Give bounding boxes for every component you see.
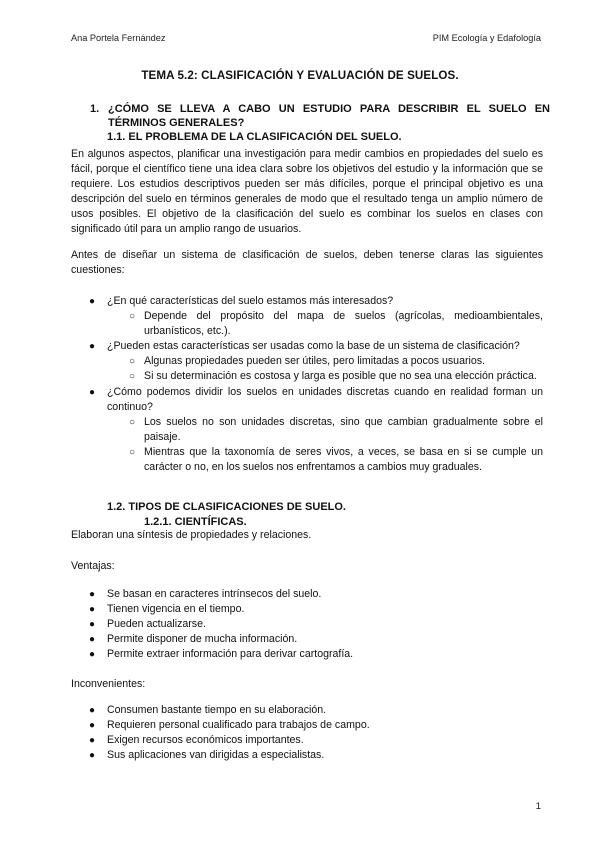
sub-bullet-icon: ○ [129,371,136,383]
bullet-icon: ● [89,649,96,661]
paragraph-intro: En algunos aspectos, planificar una investigación para medir cambios en propiedades del suelo es fácil, porque el científico tiene una idea clara sobre los objetivos del estudio y la información que se requiere. Los estudios descriptivos pueden ser más difíciles, porque el principal objetivo es una descripción del suelo en términos generales de modo que el resultado tenga un amplio número de usos posibles. El objetivo de la clasificación del suelo es combinar los suelos en clases con significado útil para un amplio rango de usuarios. [71,148,543,236]
bullet-icon: ● [89,296,96,307]
bullet-icon: ● [89,720,96,732]
answer-text: Algunas propiedades pueden ser útiles, pero limitadas a pocos usuarios. [144,355,485,368]
bullet-icon: ● [89,386,96,398]
disadvantages-list [71,703,543,763]
sub-bullet-icon: ○ [129,416,136,428]
bullet-icon: ● [89,705,96,716]
list-item [71,339,543,384]
answers-list [107,354,543,384]
bullet-icon: ● [89,589,96,600]
list-item [71,294,543,339]
paragraph-scientific-intro: Elaboran una síntesis de propiedades y relaciones. [71,529,312,541]
list-item [71,748,543,763]
advantage-text: Pueden actualizarse. [107,618,206,631]
question-text: ¿Cómo podemos dividir los suelos en unidades discretas cuando en realidad forman un continuo? [107,385,543,413]
disadvantage-text: Exigen recursos económicos importantes. [107,734,304,747]
subsection-1-1-heading: 1.1. EL PROBLEMA DE LA CLASIFICACIÓN DEL SUELO. [107,131,402,143]
header-course: PIM Ecología y Edafología [432,33,541,43]
list-item [107,445,543,475]
question-text: ¿Pueden estas características ser usadas como la base de un sistema de clasificación? [107,340,520,353]
list-item [71,718,543,733]
questions-list [71,294,543,475]
bullet-icon: ● [89,735,96,747]
bullet-icon: ● [89,619,96,631]
list-item [107,415,543,445]
section-1-heading-text: ¿CÓMO SE LLEVA A CABO UN ESTUDIO PARA DESCRIBIR EL SUELO EN TÉRMINOS GENERALES? [108,103,550,129]
sub-bullet-icon: ○ [129,311,136,323]
sub-bullet-icon: ○ [129,446,136,458]
bullet-icon: ● [89,634,96,646]
advantage-text: Permite extraer información para derivar cartografía. [107,648,354,661]
advantages-label: Ventajas: [71,560,115,572]
disadvantage-text: Consumen bastante tiempo en su elaboración. [107,704,327,716]
page-number: 1 [535,801,541,812]
question-text: ¿En qué características del suelo estamos más interesados? [107,295,394,307]
disadvantage-text: Sus aplicaciones van dirigidas a especialistas. [107,749,325,762]
advantage-text: Se basan en caracteres intrínsecos del suelo. [107,588,322,600]
answer-text: Depende del propósito del mapa de suelos (agrícolas, medioambientales, urbanísticos, etc.). [144,310,543,338]
answer-text: Si su determinación es costosa y larga es posible que no sea una elección práctica. [144,370,537,383]
answers-list [107,415,543,475]
list-item [107,309,543,339]
list-item [71,587,543,602]
list-item [71,385,543,476]
section-1-number: 1. [90,103,100,115]
answers-list [107,309,543,339]
list-item [107,354,543,369]
advantages-list [71,587,543,662]
paragraph-questions-intro: Antes de diseñar un sistema de clasificación de suelos, deben tenerse claras las siguientes cuestiones: [71,249,543,277]
list-item [71,703,543,718]
disadvantage-text: Requieren personal cualificado para trabajos de campo. [107,719,370,732]
section-1-heading [90,103,550,130]
disadvantages-label: Inconvenientes: [71,678,146,690]
list-item [107,369,543,384]
bullet-icon: ● [89,604,96,616]
list-item [71,647,543,662]
sub-bullet-icon: ○ [129,356,136,368]
bullet-icon: ● [89,750,96,762]
advantage-text: Tienen vigencia en el tiempo. [107,603,245,616]
page-title: TEMA 5.2: CLASIFICACIÓN Y EVALUACIÓN DE SUELOS. [141,69,459,82]
list-item [71,632,543,647]
advantage-text: Permite disponer de mucha información. [107,633,298,646]
list-item [71,602,543,617]
bullet-icon: ● [89,341,96,353]
header-author: Ana Portela Fernández [71,33,166,43]
list-item [71,617,543,632]
answer-text: Mientras que la taxonomía de seres vivos, a veces, se basa en si se cumple un carácter o no, en los suelos nos enfrentamos a cambios muy graduales. [144,445,543,474]
list-item [71,733,543,748]
answer-text: Los suelos no son unidades discretas, sino que cambian gradualmente sobre el paisaje. [144,415,543,443]
subsection-1-2-heading: 1.2. TIPOS DE CLASIFICACIONES DE SUELO. [107,501,346,513]
subsection-1-2-1-heading: 1.2.1. CIENTÍFICAS. [144,516,247,528]
